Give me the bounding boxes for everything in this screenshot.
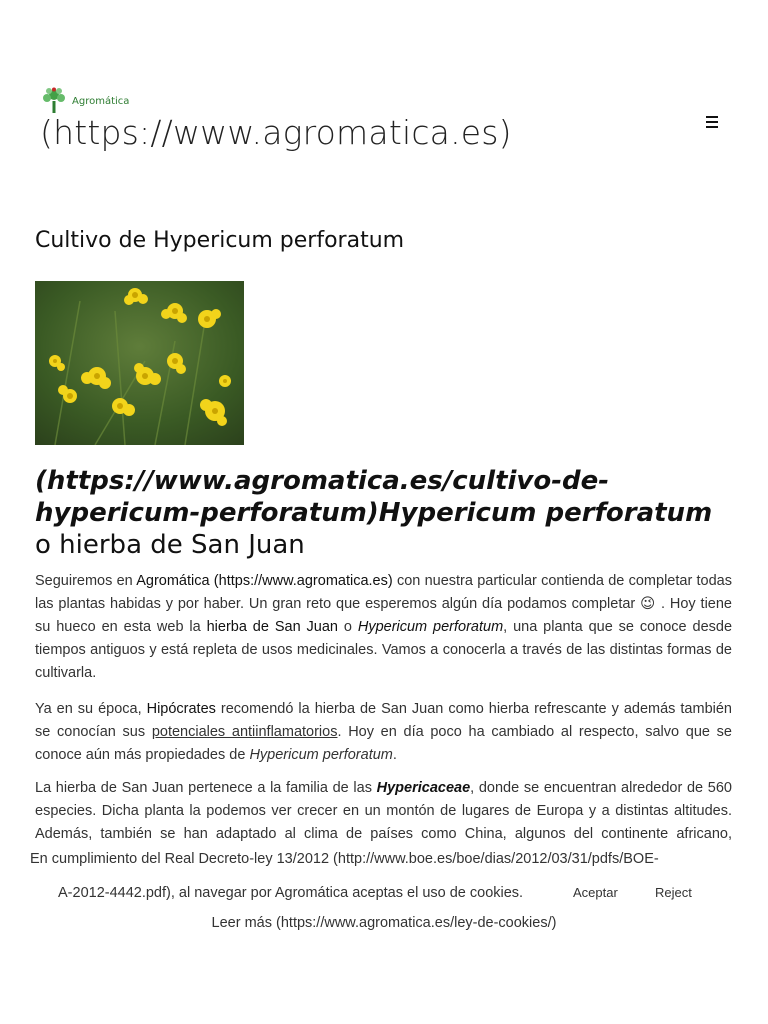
p2-italic-hypericum: Hypericum perforatum <box>249 747 393 763</box>
cookie-notice-line-2: A-2012-4442.pdf), al navegar por Agromática aceptas el uso de cookies. <box>58 885 524 901</box>
tree-logo-icon <box>40 87 68 115</box>
cookie-accept-button[interactable]: Aceptar <box>573 885 618 900</box>
page-title: Cultivo de Hypericum perforatum <box>35 228 405 253</box>
p1-text-4: o <box>337 619 358 635</box>
hamburger-menu-icon[interactable] <box>706 116 718 130</box>
agromatica-link[interactable]: Agromática (https://www.agromatica.es) <box>136 573 393 589</box>
p1-text-3: . Hoy tiene su hueco en esta web la <box>35 596 732 635</box>
logo-text: Agromática <box>72 95 130 107</box>
cookie-notice-line-1: En cumplimiento del Real Decreto-ley 13/2012 (http://www.boe.es/boe/dias/2012/03/31/pdfs/BOE- <box>30 851 659 867</box>
p3-italic-hypericaceae: Hypericaceae <box>376 780 471 796</box>
p1-text-5: , una planta que se conoce desde tiempos antiguos y está repleta de usos medicinales. Vamos a conocerla a través de las distintas formas de cultivarla. <box>35 619 733 681</box>
cookie-banner <box>0 846 768 946</box>
paragraph-2 <box>35 698 732 767</box>
article-heading <box>35 465 735 561</box>
cookie-more-info <box>0 912 768 934</box>
wink-emoji-icon: 😉 <box>640 596 657 612</box>
site-logo[interactable] <box>40 86 730 116</box>
p1-text-2: con nuestra particular contienda de completar todas las plantas habidas y por haber. Un gran reto que esperemos algún día podamos completar <box>35 573 732 612</box>
p3-text-1: La hierba de San Juan pertenece a la familia de las <box>35 780 377 796</box>
article-heading-link[interactable]: (https://www.agromatica.es/cultivo-de-hypericum-perforatum)Hypericum perforatum <box>35 466 713 528</box>
antiinflamatorios-link[interactable]: potenciales antiinflamatorios <box>151 724 338 740</box>
p1-bold-hierba: hierba de San Juan <box>206 619 338 635</box>
p2-text-1: Ya en su época, <box>35 701 147 717</box>
p2-text-4: . <box>392 747 397 763</box>
cookie-read-more-link[interactable]: Leer más (https://www.agromatica.es/ley-de-cookies/) <box>211 915 557 931</box>
hypericum-flower-image <box>35 281 244 445</box>
p2-text-3: . Hoy en día poco ha cambiado al respecto, salvo que se conoce aún más propiedades de <box>35 724 732 763</box>
site-header <box>40 86 730 156</box>
paragraph-3 <box>35 777 732 846</box>
paragraph-1 <box>35 570 732 685</box>
cookie-reject-button[interactable]: Reject <box>655 885 692 900</box>
site-home-link[interactable]: (https://www.agromatica.es) <box>40 113 512 152</box>
article-heading-rest: o hierba de San Juan <box>35 530 305 560</box>
p2-bold-hipocrates: Hipócrates <box>146 701 216 717</box>
p2-text-2: recomendó la hierba de San Juan como hierba refrescante y además también se conocían sus <box>35 701 732 740</box>
p1-text-1: Seguiremos en <box>35 573 137 589</box>
p1-italic-hypericum: Hypericum perforatum <box>357 619 504 635</box>
p3-text-2: , donde se encuentran alrededor de 560 especies. Dicha planta la podemos ver crecer en un montón de lugares de Europa y a distintas altitudes. Además, también se han adaptado al clima de países como China, algunos del continente africano, <box>35 780 732 842</box>
